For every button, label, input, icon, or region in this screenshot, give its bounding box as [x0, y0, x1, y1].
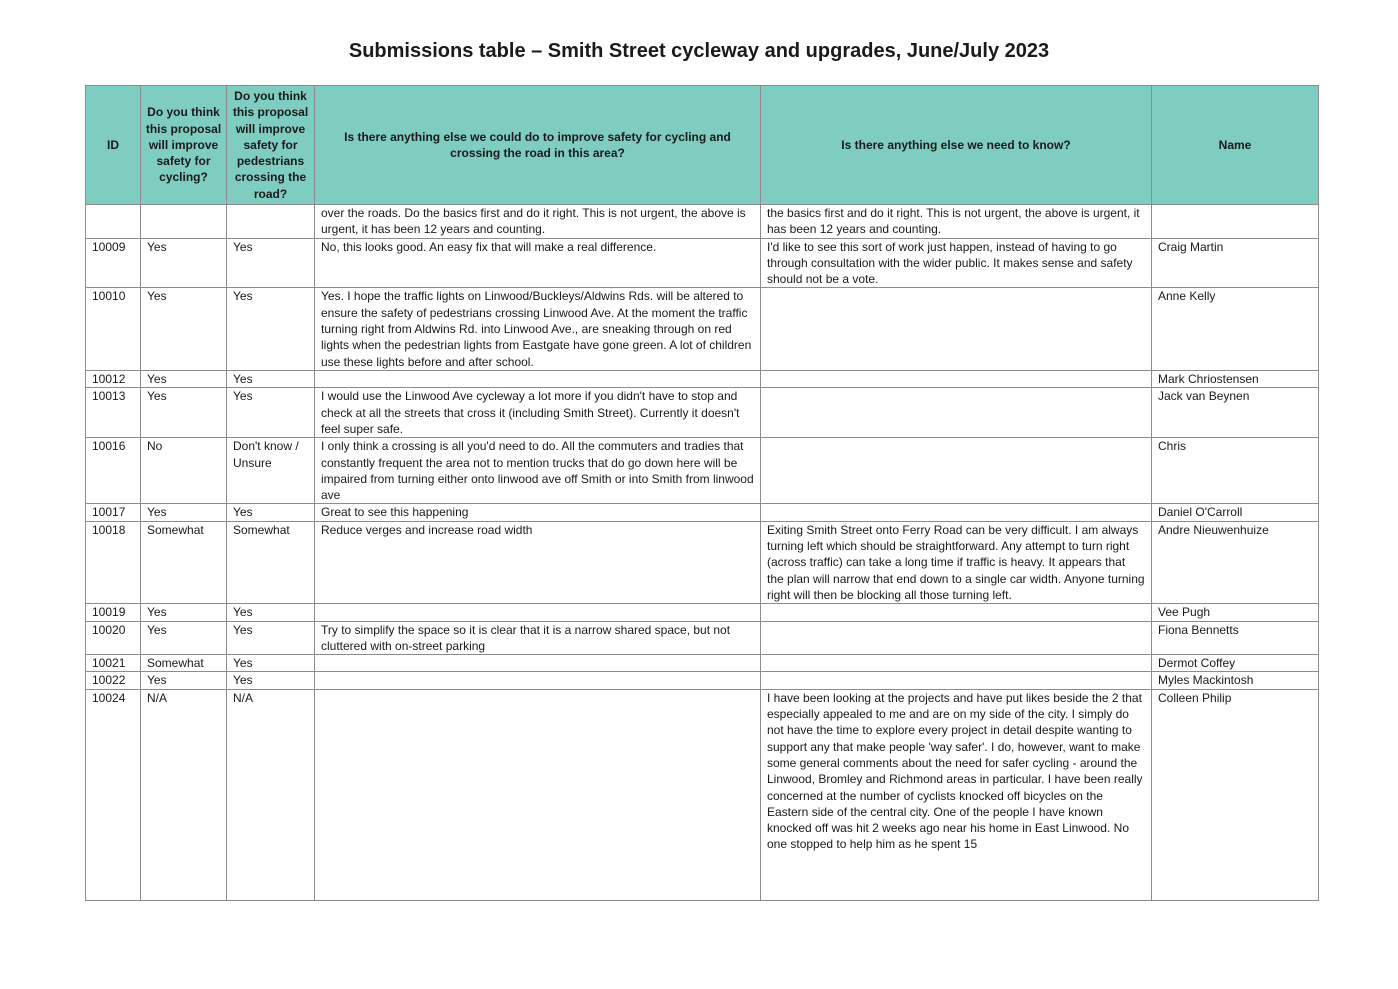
table-row	[86, 238, 1319, 288]
cell-other: Exiting Smith Street onto Ferry Road can be very difficult. I am always turning left which should be straightforward. Any attempt to turn right (across traffic) can take a long time if traffic is heavy. It appears that the plan will narrow that end down to a single car width. Anyone turning right will then be blocking all those turning left.	[761, 521, 1152, 603]
cell-id	[86, 205, 141, 239]
cell-other	[761, 504, 1152, 521]
column-header-cycling-safety: Do you think this proposal will improve safety for cycling?	[141, 86, 227, 205]
table-row	[86, 672, 1319, 689]
cell-pedestrians: Somewhat	[227, 521, 315, 603]
cell-improve: Try to simplify the space so it is clear that it is a narrow shared space, but not cluttered with on-street parking	[315, 621, 761, 655]
cell-name: Anne Kelly	[1152, 288, 1319, 370]
cell-name: Daniel O'Carroll	[1152, 504, 1319, 521]
cell-improve	[315, 672, 761, 689]
cell-improve	[315, 604, 761, 621]
cell-other	[761, 288, 1152, 370]
table-row	[86, 655, 1319, 672]
column-header-improve-safety: Is there anything else we could do to improve safety for cycling and crossing the road in this area?	[315, 86, 761, 205]
cell-id: 10012	[86, 370, 141, 387]
cell-other: I have been looking at the projects and have put likes beside the 2 that especially appealed to me and are on my side of the city. I simply do not have the time to explore every project in detail despite wanting to support any that make people 'way safer'. I do, however, want to make some general comments about the need for safer cycling - around the Linwood, Bromley and Richmond areas in particular. I have been really concerned at the number of cyclists knocked off bicycles on the Eastern side of the central city. One of the people I have known knocked off was hit 2 weeks ago near his home in East Linwood. No one stopped to help him as he spent 15	[761, 689, 1152, 900]
cell-other	[761, 672, 1152, 689]
cell-name: Dermot Coffey	[1152, 655, 1319, 672]
cell-cycling: Yes	[141, 672, 227, 689]
cell-name: Myles Mackintosh	[1152, 672, 1319, 689]
column-header-name: Name	[1152, 86, 1319, 205]
cell-id: 10020	[86, 621, 141, 655]
cell-name: Jack van Beynen	[1152, 388, 1319, 438]
cell-other	[761, 388, 1152, 438]
table-row	[86, 521, 1319, 603]
submissions-table	[85, 85, 1319, 901]
cell-improve: No, this looks good. An easy fix that will make a real difference.	[315, 238, 761, 288]
cell-cycling: N/A	[141, 689, 227, 900]
cell-cycling: Yes	[141, 370, 227, 387]
cell-cycling: Yes	[141, 388, 227, 438]
table-row	[86, 288, 1319, 370]
cell-pedestrians: Yes	[227, 388, 315, 438]
cell-pedestrians: Yes	[227, 370, 315, 387]
cell-id: 10018	[86, 521, 141, 603]
cell-name: Vee Pugh	[1152, 604, 1319, 621]
cell-name	[1152, 205, 1319, 239]
cell-pedestrians: Yes	[227, 504, 315, 521]
cell-id: 10009	[86, 238, 141, 288]
cell-other	[761, 604, 1152, 621]
cell-improve: Great to see this happening	[315, 504, 761, 521]
cell-id: 10024	[86, 689, 141, 900]
cell-name: Chris	[1152, 438, 1319, 504]
cell-cycling: No	[141, 438, 227, 504]
cell-name: Andre Nieuwenhuize	[1152, 521, 1319, 603]
cell-pedestrians: Don't know / Unsure	[227, 438, 315, 504]
cell-id: 10017	[86, 504, 141, 521]
cell-other	[761, 370, 1152, 387]
table-body	[86, 205, 1319, 901]
column-header-pedestrian-safety: Do you think this proposal will improve safety for pedestrians crossing the road?	[227, 86, 315, 205]
cell-id: 10021	[86, 655, 141, 672]
cell-improve: I would use the Linwood Ave cycleway a lot more if you didn't have to stop and check at all the streets that cross it (including Smith Street). Currently it doesn't feel super safe.	[315, 388, 761, 438]
cell-other: the basics first and do it right. This is not urgent, the above is urgent, it has been 12 years and counting.	[761, 205, 1152, 239]
cell-improve	[315, 655, 761, 672]
cell-improve	[315, 370, 761, 387]
table-row	[86, 388, 1319, 438]
cell-pedestrians: N/A	[227, 689, 315, 900]
cell-id: 10019	[86, 604, 141, 621]
table-row	[86, 604, 1319, 621]
cell-id: 10016	[86, 438, 141, 504]
cell-cycling: Yes	[141, 621, 227, 655]
cell-cycling: Yes	[141, 504, 227, 521]
cell-improve	[315, 689, 761, 900]
table-header-row	[86, 86, 1319, 205]
table-row	[86, 370, 1319, 387]
cell-pedestrians: Yes	[227, 238, 315, 288]
cell-name: Colleen Philip	[1152, 689, 1319, 900]
cell-cycling: Somewhat	[141, 521, 227, 603]
cell-pedestrians: Yes	[227, 655, 315, 672]
cell-id: 10013	[86, 388, 141, 438]
table-row	[86, 205, 1319, 239]
cell-pedestrians: Yes	[227, 621, 315, 655]
table-row	[86, 438, 1319, 504]
cell-id: 10022	[86, 672, 141, 689]
table-row	[86, 504, 1319, 521]
cell-improve: Yes. I hope the traffic lights on Linwood/Buckleys/Aldwins Rds. will be altered to ensure the safety of pedestrians crossing Linwood Ave. At the moment the traffic turning right from Aldwins Rd. into Linwood Ave., are sneaking through on red lights when the pedestrian lights from Eastgate have gone green. A lot of children use these lights before and after school.	[315, 288, 761, 370]
column-header-anything-else: Is there anything else we need to know?	[761, 86, 1152, 205]
cell-other	[761, 438, 1152, 504]
cell-improve: over the roads. Do the basics first and do it right. This is not urgent, the above is urgent, it has been 12 years and counting.	[315, 205, 761, 239]
cell-improve: Reduce verges and increase road width	[315, 521, 761, 603]
cell-cycling: Yes	[141, 288, 227, 370]
cell-other	[761, 621, 1152, 655]
cell-cycling: Yes	[141, 238, 227, 288]
cell-other: I'd like to see this sort of work just happen, instead of having to go through consultation with the wider public. It makes sense and safety should not be a vote.	[761, 238, 1152, 288]
column-header-id: ID	[86, 86, 141, 205]
cell-cycling	[141, 205, 227, 239]
cell-name: Fiona Bennetts	[1152, 621, 1319, 655]
cell-id: 10010	[86, 288, 141, 370]
cell-cycling: Somewhat	[141, 655, 227, 672]
table-row	[86, 689, 1319, 900]
page-title: Submissions table – Smith Street cycleway and upgrades, June/July 2023	[348, 40, 1050, 62]
table-row	[86, 621, 1319, 655]
cell-name: Mark Chriostensen	[1152, 370, 1319, 387]
cell-pedestrians: Yes	[227, 672, 315, 689]
cell-pedestrians: Yes	[227, 604, 315, 621]
cell-pedestrians: Yes	[227, 288, 315, 370]
cell-pedestrians	[227, 205, 315, 239]
cell-other	[761, 655, 1152, 672]
cell-name: Craig Martin	[1152, 238, 1319, 288]
cell-cycling: Yes	[141, 604, 227, 621]
cell-improve: I only think a crossing is all you'd need to do. All the commuters and tradies that constantly frequent the area not to mention trucks that do go down here will be impaired from turning either onto linwood ave off Smith or into Smith from linwood ave	[315, 438, 761, 504]
